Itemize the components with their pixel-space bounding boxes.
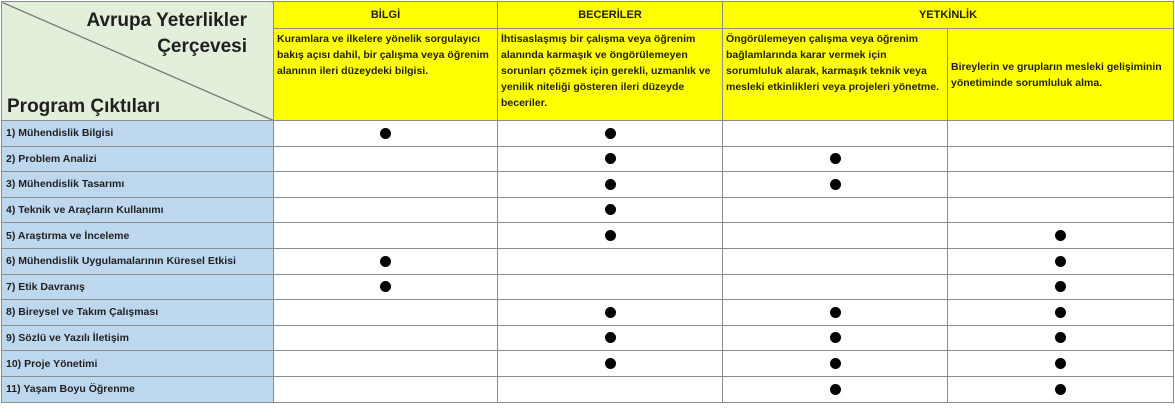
bullet-mark-icon xyxy=(605,307,616,318)
mapping-cell xyxy=(498,274,723,300)
bullet-mark-icon xyxy=(830,307,841,318)
outcome-label: 2) Problem Analizi xyxy=(2,146,274,172)
mapping-cell xyxy=(948,248,1174,274)
mapping-cell xyxy=(274,197,498,223)
header-bilgi: BİLGİ xyxy=(274,2,498,29)
table-row xyxy=(2,376,1174,402)
mapping-cell xyxy=(498,325,723,351)
mapping-cell xyxy=(274,121,498,147)
bullet-mark-icon xyxy=(1055,281,1066,292)
matrix-corner-header xyxy=(2,2,274,121)
mapping-cell xyxy=(274,376,498,402)
mapping-cell xyxy=(274,248,498,274)
table-row xyxy=(2,121,1174,147)
mapping-cell xyxy=(948,172,1174,198)
framework-title xyxy=(47,8,247,60)
outcome-rows xyxy=(2,121,1174,403)
mapping-cell xyxy=(498,121,723,147)
table-row xyxy=(2,274,1174,300)
mapping-cell xyxy=(948,274,1174,300)
table-row xyxy=(2,248,1174,274)
mapping-cell xyxy=(723,121,948,147)
framework-title-line1: Avrupa Yeterlikler xyxy=(86,10,247,31)
framework-title-line2: Çerçevesi xyxy=(157,36,247,57)
description-yetkinlik-2: Bireylerin ve grupların mesleki gelişiminin yönetiminde sorumluluk alma. xyxy=(948,29,1174,121)
mapping-cell xyxy=(948,351,1174,377)
table-row xyxy=(2,325,1174,351)
program-outcomes-title: Program Çıktıları xyxy=(7,96,161,117)
table-row xyxy=(2,300,1174,326)
mapping-cell xyxy=(274,325,498,351)
description-beceriler: İhtisaslaşmış bir çalışma veya öğrenim alanında karmaşık ve öngörülemeyen sorunları çözmek için gerekli, uzmanlık ve yenilik niteliği gösteren ileri düzeyde beceriler. xyxy=(498,29,723,121)
table-row xyxy=(2,351,1174,377)
mapping-cell xyxy=(948,146,1174,172)
outcome-label: 8) Bireysel ve Takım Çalışması xyxy=(2,300,274,326)
outcome-label: 4) Teknik ve Araçların Kullanımı xyxy=(2,197,274,223)
mapping-cell xyxy=(498,172,723,198)
table-row xyxy=(2,146,1174,172)
bullet-mark-icon xyxy=(1055,332,1066,343)
bullet-mark-icon xyxy=(605,179,616,190)
bullet-mark-icon xyxy=(380,281,391,292)
mapping-cell xyxy=(274,172,498,198)
mapping-cell xyxy=(948,376,1174,402)
outcome-label: 11) Yaşam Boyu Öğrenme xyxy=(2,376,274,402)
mapping-cell xyxy=(723,146,948,172)
bullet-mark-icon xyxy=(830,358,841,369)
competency-matrix xyxy=(1,1,1174,403)
outcome-label: 5) Araştırma ve İnceleme xyxy=(2,223,274,249)
mapping-cell xyxy=(948,300,1174,326)
mapping-cell xyxy=(498,248,723,274)
mapping-cell xyxy=(723,197,948,223)
bullet-mark-icon xyxy=(830,332,841,343)
bullet-mark-icon xyxy=(605,153,616,164)
bullet-mark-icon xyxy=(380,128,391,139)
mapping-cell xyxy=(723,274,948,300)
bullet-mark-icon xyxy=(830,179,841,190)
bullet-mark-icon xyxy=(605,358,616,369)
description-bilgi: Kuramlara ve ilkelere yönelik sorgulayıcı bakış açısı dahil, bir çalışma veya öğrenim alanının ileri düzeydeki bilgisi. xyxy=(274,29,498,121)
table-row xyxy=(2,223,1174,249)
bullet-mark-icon xyxy=(1055,384,1066,395)
mapping-cell xyxy=(723,300,948,326)
mapping-cell xyxy=(274,274,498,300)
table-row xyxy=(2,172,1174,198)
mapping-cell xyxy=(948,223,1174,249)
mapping-cell xyxy=(723,172,948,198)
outcome-label: 6) Mühendislik Uygulamalarının Küresel Etkisi xyxy=(2,248,274,274)
mapping-cell xyxy=(274,146,498,172)
outcome-label: 9) Sözlü ve Yazılı İletişim xyxy=(2,325,274,351)
bullet-mark-icon xyxy=(605,332,616,343)
mapping-cell xyxy=(498,351,723,377)
bullet-mark-icon xyxy=(1055,307,1066,318)
outcome-label: 7) Etik Davranış xyxy=(2,274,274,300)
bullet-mark-icon xyxy=(1055,358,1066,369)
mapping-cell xyxy=(948,197,1174,223)
bullet-mark-icon xyxy=(605,128,616,139)
mapping-cell xyxy=(723,376,948,402)
mapping-cell xyxy=(948,121,1174,147)
mapping-cell xyxy=(498,146,723,172)
bullet-mark-icon xyxy=(380,256,391,267)
mapping-cell xyxy=(274,351,498,377)
bullet-mark-icon xyxy=(830,153,841,164)
outcome-label: 10) Proje Yönetimi xyxy=(2,351,274,377)
bullet-mark-icon xyxy=(605,204,616,215)
header-yetkinlik: YETKİNLİK xyxy=(723,2,1174,29)
mapping-cell xyxy=(498,223,723,249)
bullet-mark-icon xyxy=(830,384,841,395)
mapping-cell xyxy=(723,351,948,377)
bullet-mark-icon xyxy=(1055,230,1066,241)
mapping-cell xyxy=(498,300,723,326)
mapping-cell xyxy=(723,248,948,274)
mapping-cell xyxy=(498,376,723,402)
outcome-label: 3) Mühendislik Tasarımı xyxy=(2,172,274,198)
mapping-cell xyxy=(498,197,723,223)
outcome-label: 1) Mühendislik Bilgisi xyxy=(2,121,274,147)
table-row xyxy=(2,197,1174,223)
description-yetkinlik-1: Öngörülemeyen çalışma veya öğrenim bağlamlarında karar vermek için sorumluluk alarak, karmaşık teknik veya mesleki etkinlikleri veya projeleri yönetme. xyxy=(723,29,948,121)
bullet-mark-icon xyxy=(1055,256,1066,267)
mapping-cell xyxy=(274,223,498,249)
mapping-cell xyxy=(723,325,948,351)
mapping-cell xyxy=(723,223,948,249)
bullet-mark-icon xyxy=(605,230,616,241)
header-beceriler: BECERİLER xyxy=(498,2,723,29)
mapping-cell xyxy=(274,300,498,326)
mapping-cell xyxy=(948,325,1174,351)
